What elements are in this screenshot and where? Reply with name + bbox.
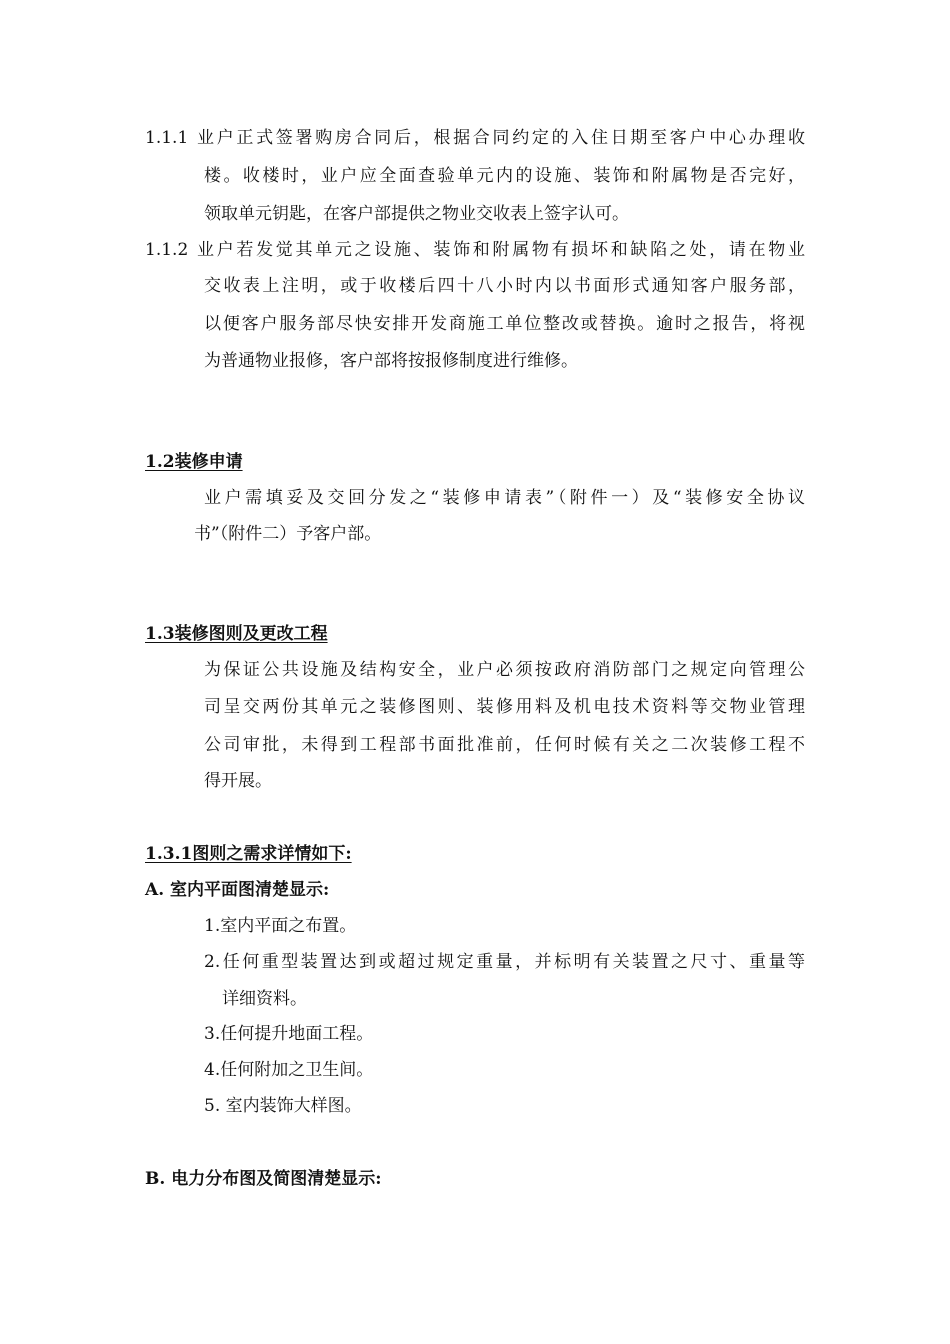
- paragraph-line: 得开展。: [204, 771, 272, 791]
- list-item: 2.任何重型装置达到或超过规定重量，并标明有关装置之尺寸、重量等: [204, 952, 805, 972]
- subsection-b-title: B. 电力分布图及简图清楚显示:: [145, 1169, 382, 1189]
- paragraph-line: 以便客户服务部尽快安排开发商施工单位整改或替换。逾时之报告，将视: [204, 314, 805, 334]
- paragraph-line: 楼。收楼时，业户应全面查验单元内的设施、装饰和附属物是否完好，: [204, 166, 805, 186]
- paragraph-line: 为保证公共设施及结构安全，业户必须按政府消防部门之规定向管理公: [204, 660, 805, 680]
- list-item: 4.任何附加之卫生间。: [204, 1060, 374, 1080]
- paragraph-line: 为普通物业报修，客户部将按报修制度进行维修。: [204, 351, 578, 371]
- section-heading: 1.3.1图则之需求详情如下:: [145, 844, 352, 864]
- list-item: 3.任何提升地面工程。: [204, 1024, 374, 1044]
- list-item: 1.室内平面之布置。: [204, 916, 357, 936]
- paragraph-line: 业户正式签署购房合同后，根据合同约定的入住日期至客户中心办理收: [197, 128, 805, 148]
- section-heading: 1.3装修图则及更改工程: [145, 624, 328, 644]
- paragraph-line: 交收表上注明，或于收楼后四十八小时内以书面形式通知客户服务部，: [204, 276, 805, 296]
- subsection-a-title: A. 室内平面图清楚显示:: [145, 880, 330, 900]
- paragraph-line: 书”（附件二）予客户部。: [194, 524, 382, 544]
- clause-number: 1.1.1: [145, 128, 189, 148]
- paragraph-line: 公司审批，未得到工程部书面批准前，任何时候有关之二次装修工程不: [204, 735, 805, 755]
- paragraph-line: 司呈交两份其单元之装修图则、装修用料及机电技术资料等交物业管理: [204, 697, 805, 717]
- list-item-continued: 详细资料。: [222, 989, 307, 1009]
- paragraph-line: 业户若发觉其单元之设施、装饰和附属物有损坏和缺陷之处，请在物业: [197, 240, 805, 260]
- list-item: 5. 室内装饰大样图。: [204, 1096, 362, 1116]
- paragraph-line: 领取单元钥匙，在客户部提供之物业交收表上签字认可。: [204, 204, 629, 224]
- clause-number: 1.1.2: [145, 240, 189, 260]
- section-heading: 1.2装修申请: [145, 452, 243, 472]
- paragraph-line: 业户需填妥及交回分发之“装修申请表”（附件一）及“装修安全协议: [204, 488, 805, 508]
